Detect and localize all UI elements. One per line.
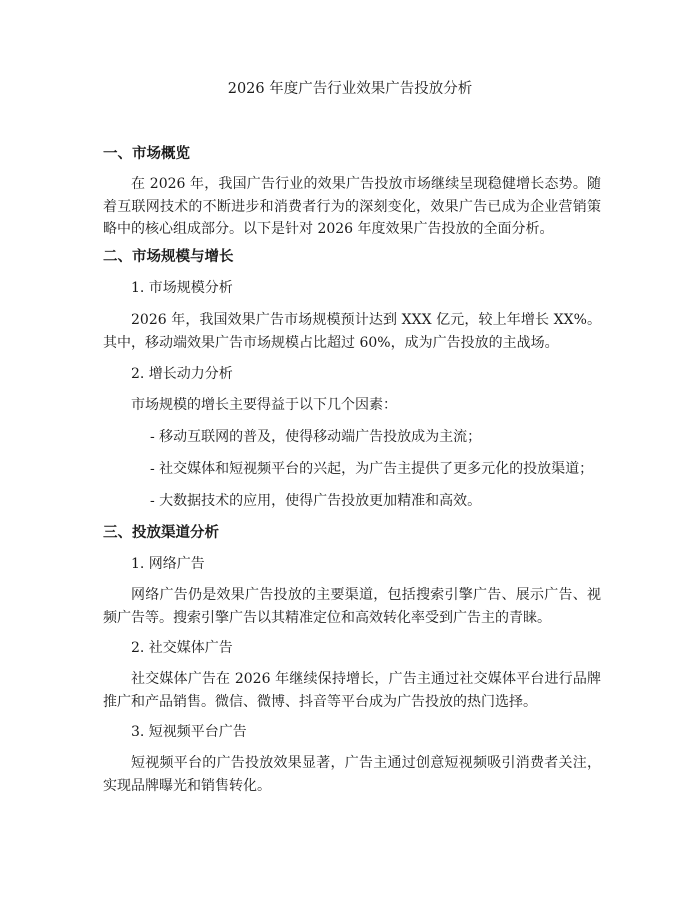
subheading-social-media-ads: 2. 社交媒体广告 — [131, 640, 233, 656]
paragraph-web-ads: 网络广告仍是效果广告投放的主要渠道，包括搜索引擎广告、展示广告、视频广告等。搜索引擎广告以其精准定位和高效转化率受到广告主的青睐。 — [103, 587, 601, 626]
paragraph-social-media-ads: 社交媒体广告在 2026 年继续保持增长，广告主通过社交媒体平台进行品牌推广和产品销售。微信、微博、抖音等平台成为广告投放的热门选择。 — [103, 671, 601, 710]
bullet-item: - 大数据技术的应用，使得广告投放更加精准和高效。 — [150, 493, 482, 509]
section-heading-channels: 三、投放渠道分析 — [103, 525, 219, 541]
paragraph-growth-drivers: 市场规模的增长主要得益于以下几个因素： — [131, 397, 397, 413]
subheading-growth-drivers: 2. 增长动力分析 — [131, 366, 233, 382]
paragraph-market-overview: 在 2026 年，我国广告行业的效果广告投放市场继续呈现稳健增长态势。随着互联网技术的不断进步和消费者行为的深刻变化，效果广告已成为企业营销策略中的核心组成部分。以下是针对 2026 年度效果广告投放的全面分析。 — [103, 176, 601, 237]
paragraph-market-size-analysis: 2026 年，我国效果广告市场规模预计达到 XXX 亿元，较上年增长 XX%。其中，移动端效果广告市场规模占比超过 60%，成为广告投放的主战场。 — [103, 312, 601, 351]
section-heading-market-size: 二、市场规模与增长 — [103, 249, 234, 265]
paragraph-short-video-ads: 短视频平台的广告投放效果显著，广告主通过创意短视频吸引消费者关注，实现品牌曝光和销售转化。 — [103, 755, 601, 794]
document-title: 2026 年度广告行业效果广告投放分析 — [227, 81, 473, 97]
subheading-web-ads: 1. 网络广告 — [131, 556, 205, 572]
section-heading-market-overview: 一、市场概览 — [103, 146, 190, 162]
subheading-short-video-ads: 3. 短视频平台广告 — [131, 724, 247, 740]
bullet-item: - 移动互联网的普及，使得移动端广告投放成为主流； — [150, 429, 482, 445]
subheading-market-size-analysis: 1. 市场规模分析 — [131, 280, 233, 296]
bullet-item: - 社交媒体和短视频平台的兴起，为广告主提供了更多元化的投放渠道； — [150, 461, 594, 477]
